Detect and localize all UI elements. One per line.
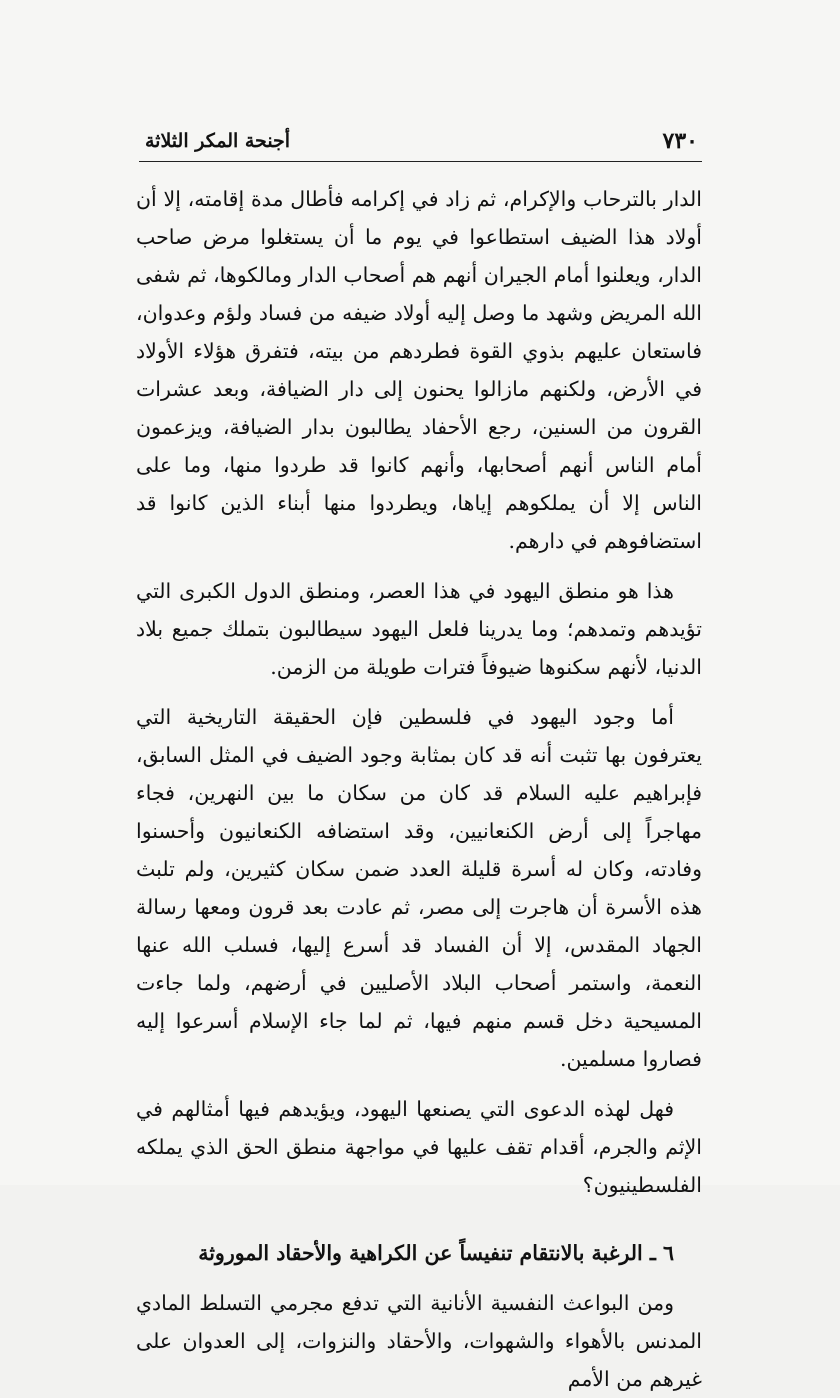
paragraph: أما وجود اليهود في فلسطين فإن الحقيقة التاريخية التي يعترفون بها تثبت أنه قد كان بمثابة وجود الضيف في المثل السابق، فإبراهيم عليه السلام قد كان من سكان ما بين النهرين، فجاء مهاجراً إلى أرض الكنعانيين، وقد استضافه الكنعانيون وأحسنوا وفادته، وكان له أسرة قليلة العدد ضمن سكان كثيرين، ولم تلبث هذه الأسرة أن هاجرت إلى مصر، ثم عادت بعد قرون ومعها رسالة الجهاد المقدس، إلا أن الفساد قد أسرع إليها، فسلب الله عنها النعمة، واستمر أصحاب البلاد الأصليين في أرضهم، ولما جاءت المسيحية دخل قسم منهم فيها، ثم لما جاء الإسلام أسرعوا إليه فصاروا مسلمين. — [136, 705, 702, 1071]
section-heading: ٦ ـ الرغبة بالانتقام تنفيساً عن الكراهية والأحقاد الموروثة — [198, 1241, 674, 1265]
running-title: أجنحة المكر الثلاثة — [145, 130, 291, 152]
page-header — [145, 128, 698, 162]
header-rule — [139, 161, 702, 162]
page-number: ٧٣٠ — [662, 128, 698, 154]
paragraph: فهل لهذه الدعوى التي يصنعها اليهود، ويؤيدهم فيها أمثالهم في الإثم والجرم، أقدام تقف عليها في مواجهة منطق الحق الذي يملكه الفلسطينيون؟ — [136, 1097, 702, 1197]
paragraph: هذا هو منطق اليهود في هذا العصر، ومنطق الدول الكبرى التي تؤيدهم وتمدهم؛ وما يدرينا فلعل اليهود سيطالبون بتملك جميع بلاد الدنيا، لأنهم سكنوها ضيوفاً فترات طويلة من الزمن. — [136, 579, 702, 679]
paragraph: ومن البواعث النفسية الأنانية التي تدفع مجرمي التسلط المادي المدنس بالأهواء والشهوات، والأحقاد والنزوات، إلى العدوان على غيرهم من الأمم — [136, 1291, 702, 1391]
page-body — [136, 180, 702, 1398]
paragraph-continuation: الدار بالترحاب والإكرام، ثم زاد في إكرامه فأطال مدة إقامته، إلا أن أولاد هذا الضيف استطاعوا في يوم ما أن يستغلوا مرض صاحب الدار، ويعلنوا أمام الجيران أنهم هم أصحاب الدار ومالكوها، ثم شفى الله المريض وشهد ما وصل إليه أولاد ضيفه من فساد ولؤم وعدوان، فاستعان عليهم بذوي القوة فطردهم من بيته، فتفرق هؤلاء الأولاد في الأرض، ولكنهم مازالوا يحنون إلى دار الضيافة، وبعد عشرات القرون من السنين، رجع الأحفاد يطالبون بدار الضيافة، ويزعمون أمام الناس أنهم أصحابها، وأنهم كانوا قد طردوا منها، وما على الناس إلا أن يملكوهم إياها، ويطردوا منها أبناء الذين كانوا قد استضافوهم في دارهم. — [136, 187, 702, 553]
